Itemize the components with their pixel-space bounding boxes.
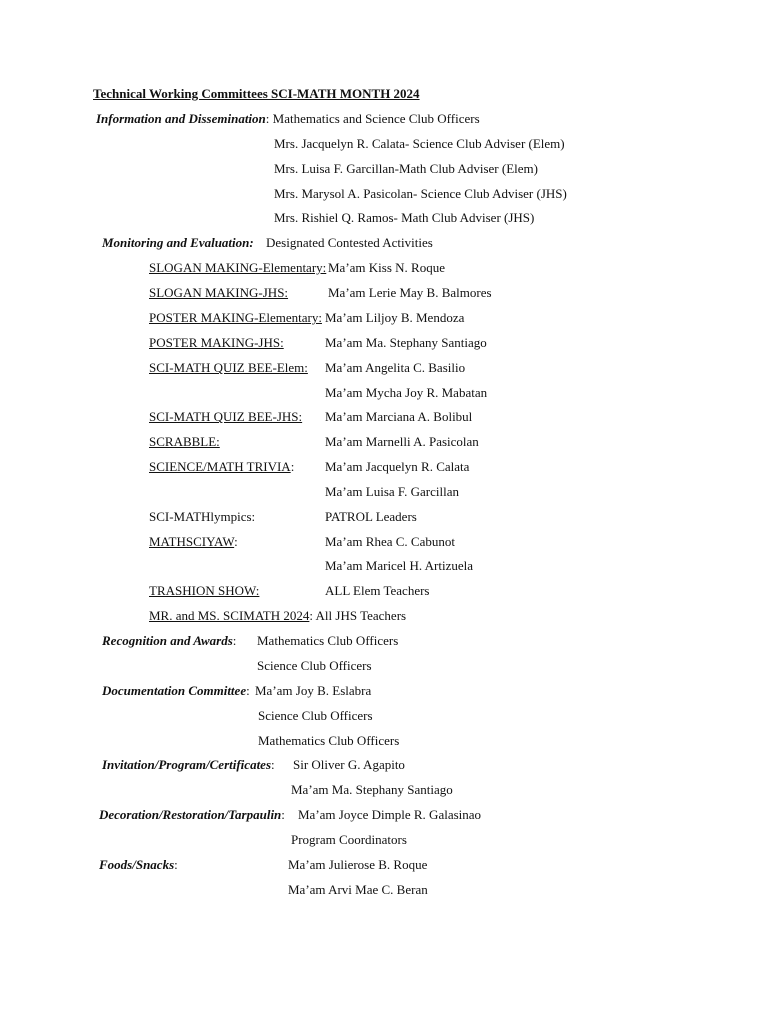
monitoring-label: Monitoring and Evaluation: [102, 235, 254, 250]
activity-name-row: MATHSCIYAW: [149, 534, 238, 549]
activity-name: SCI-MATHlympics: [149, 509, 256, 524]
activity-person: Ma’am Mycha Joy R. Mabatan [325, 385, 488, 400]
recognition-member: Mathematics Club Officers [257, 633, 399, 648]
invitation-label: Invitation/Program/Certificates [102, 757, 272, 772]
info-value: Mathematics and Science Club Officers [272, 111, 480, 126]
decoration-label: Decoration/Restoration/Tarpaulin [99, 807, 282, 822]
invitation-member: Ma’am Ma. Stephany Santiago [291, 782, 453, 797]
activity-person: PATROL Leaders [325, 509, 417, 524]
info-member: Mrs. Rishiel Q. Ramos- Math Club Adviser (JHS) [274, 210, 535, 225]
activity-person: All JHS Teachers [315, 608, 407, 623]
foods-member: Ma’am Arvi Mae C. Beran [288, 882, 428, 897]
activity-person: Ma’am Ma. Stephany Santiago [325, 335, 487, 350]
activity-name: SLOGAN MAKING-Elementary: [149, 260, 327, 275]
activity-name: POSTER MAKING-Elementary: [149, 310, 322, 325]
activity-person: Ma’am Kiss N. Roque [328, 260, 445, 275]
foods-label: Foods/Snacks [99, 857, 175, 872]
activity-name: MATHSCIYAW [149, 534, 235, 549]
activity-row: MR. and MS. SCIMATH 2024: All JHS Teachers [149, 608, 407, 623]
foods-label-row: Foods/Snacks: [99, 857, 178, 872]
activity-person: Ma’am Liljoy B. Mendoza [325, 310, 465, 325]
activity-name: MR. and MS. SCIMATH 2024 [149, 608, 310, 623]
monitoring-value: Designated Contested Activities [266, 235, 433, 250]
page-title: Technical Working Committees SCI-MATH MONTH 2024 [93, 86, 420, 101]
activity-person: Ma’am Marnelli A. Pasicolan [325, 434, 479, 449]
documentation-member: Science Club Officers [258, 708, 373, 723]
decoration-member: Program Coordinators [291, 832, 407, 847]
activity-name: SCIENCE/MATH TRIVIA [149, 459, 291, 474]
activity-name: TRASHION SHOW: [149, 583, 260, 598]
activity-name: POSTER MAKING-JHS: [149, 335, 284, 350]
info-member: Mrs. Marysol A. Pasicolan- Science Club Adviser (JHS) [274, 186, 567, 201]
activity-person: Ma’am Angelita C. Basilio [325, 360, 466, 375]
info-member: Mrs. Luisa F. Garcillan-Math Club Adviser (Elem) [274, 161, 538, 176]
decoration-label-row: Decoration/Restoration/Tarpaulin: [99, 807, 285, 822]
invitation-label-row: Invitation/Program/Certificates: [102, 757, 275, 772]
documentation-member: Ma’am Joy B. Eslabra [255, 683, 372, 698]
recognition-label-row: Recognition and Awards: [102, 633, 237, 648]
invitation-member: Sir Oliver G. Agapito [293, 757, 405, 772]
recognition-member: Science Club Officers [257, 658, 372, 673]
activity-name-row: SCIENCE/MATH TRIVIA: [149, 459, 295, 474]
activity-name: SLOGAN MAKING-JHS: [149, 285, 289, 300]
activity-name: SCI-MATH QUIZ BEE-Elem: [149, 360, 308, 375]
documentation-label-row: Documentation Committee: [102, 683, 250, 698]
activity-person: Ma’am Jacquelyn R. Calata [325, 459, 470, 474]
activity-name: SCI-MATH QUIZ BEE-JHS: [149, 409, 303, 424]
activity-person: ALL Elem Teachers [325, 583, 430, 598]
foods-member: Ma’am Julierose B. Roque [288, 857, 428, 872]
activity-person: Ma’am Lerie May B. Balmores [328, 285, 492, 300]
activity-person: Ma’am Maricel H. Artizuela [325, 558, 473, 573]
documentation-member: Mathematics Club Officers [258, 733, 400, 748]
recognition-label: Recognition and Awards [102, 633, 233, 648]
activity-person: Ma’am Luisa F. Garcillan [325, 484, 459, 499]
documentation-label: Documentation Committee [102, 683, 247, 698]
decoration-member: Ma’am Joyce Dimple R. Galasinao [298, 807, 482, 822]
activity-name: SCRABBLE: [149, 434, 220, 449]
info-row: Information and Dissemination: Mathematics and Science Club Officers [96, 111, 480, 126]
activity-person: Ma’am Rhea C. Cabunot [325, 534, 455, 549]
info-label: Information and Dissemination [96, 111, 266, 126]
activity-person: Ma’am Marciana A. Bolibul [325, 409, 473, 424]
info-member: Mrs. Jacquelyn R. Calata- Science Club Adviser (Elem) [274, 136, 565, 151]
